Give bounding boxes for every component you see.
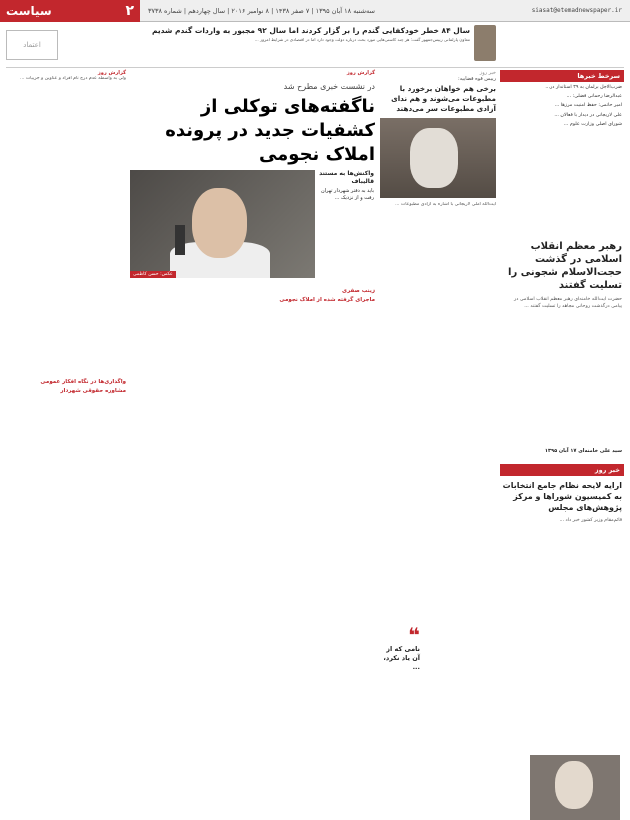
list-item[interactable]: شورای اصلی وزارت علوم ... bbox=[563, 121, 622, 127]
headlines-box-title: سرخط خبرها bbox=[500, 70, 624, 82]
main-story-columns bbox=[130, 285, 375, 820]
side-quote-body: باید به دفتر شهردار تهران رفت و از نزدیک ... bbox=[320, 188, 374, 201]
left-subhead: واگذاری‌ها در نگاه افکار عمومی bbox=[40, 379, 126, 385]
top-teaser bbox=[86, 26, 470, 66]
judiciary-headline[interactable]: برخی هم خواهان برخورد با مطبوعات می‌شوند و هم ندای آزادی مطبوعات سر می‌دهند bbox=[391, 84, 496, 113]
pull-quote-text: نامی که از آن یاد نکرد، ... bbox=[383, 645, 420, 671]
pull-quote bbox=[380, 625, 420, 672]
side-quote-title: واکنش‌ها به مستند قالیباف bbox=[319, 170, 374, 185]
list-item[interactable]: امیر حاتمی: حفظ امنیت مرزها ... bbox=[554, 103, 622, 109]
left-tag: گزارش روز bbox=[97, 70, 126, 76]
teaser-body: معاون پارلمانی رییس‌جمهور گفت: هر چند کاستی‌هایی مورد بحث درباره دولت وجود دارد اما در اقتصادی در شرایط امروز ... bbox=[254, 37, 470, 42]
story-col bbox=[130, 285, 375, 820]
newspaper-logo: اعتماد bbox=[6, 30, 58, 60]
main-photo bbox=[130, 170, 315, 278]
page-header bbox=[0, 0, 630, 22]
kicker: رییس قوه قضاییه: bbox=[458, 76, 496, 82]
story2-tag: خبر روز bbox=[500, 464, 624, 476]
main-kicker: در نشست خبری مطرح شد bbox=[283, 82, 375, 91]
highlight: ماجرای گرفته شده از املاک نجومی bbox=[279, 297, 375, 303]
bottom-photo bbox=[530, 755, 620, 820]
section-tag: خبر روز bbox=[479, 70, 496, 76]
date-line: سه‌شنبه ۱۸ آبان ۱۳۹۵ | ۷ صفر ۱۴۳۸ | ۸ نوامبر ۲۰۱۶ | سال چهاردهم | شماره ۳۷۳۸ bbox=[148, 6, 375, 15]
author: زینب صفری bbox=[342, 288, 375, 294]
divider bbox=[6, 67, 624, 68]
judiciary-photo bbox=[380, 118, 496, 198]
side-quote bbox=[318, 170, 374, 202]
teaser-photo bbox=[474, 25, 496, 61]
main-tag: گزارش روز bbox=[346, 70, 375, 76]
quote-icon: ❝ bbox=[408, 623, 420, 647]
section-banner bbox=[0, 0, 140, 22]
header-info bbox=[140, 0, 630, 22]
main-title[interactable]: ناگفته‌های توکلی از کشفیات جدید در پرونده املاک نجومی bbox=[165, 96, 375, 165]
left-body: ولی به واسطه عدم درج نام افراد و عناوین و جزییات ... bbox=[19, 76, 126, 81]
judiciary-body: آیت‌الله آملی لاریجانی با اشاره به آزادی مطبوعات ... bbox=[395, 202, 496, 207]
photo-credit: عکس: حسن کاظمی bbox=[130, 271, 176, 278]
list-item[interactable]: عبدالرضا رحمانی فضلی: ... bbox=[566, 94, 622, 100]
page-number: ۲ bbox=[125, 3, 134, 19]
leader-condolence-body: حضرت آیت‌الله خامنه‌ای رهبر معظم انقلاب اسلامی در پیامی درگذشت روحانی مجاهد را تسلیت گفتند ... bbox=[513, 297, 622, 309]
list-item[interactable]: علی لاریجانی در دیدار با فعالان ... bbox=[554, 112, 622, 118]
signature: سید علی خامنه‌ای ۱۷ آبان ۱۳۹۵ bbox=[544, 448, 622, 454]
list-item[interactable]: ضرب‌الاجل برلمان به ۳۹ استاندار در... bbox=[545, 85, 622, 90]
story2-headline[interactable]: ارایه لایحه نظام جامع انتخابات به کمیسیون شوراها و مرکز پژوهش‌های مجلس bbox=[502, 481, 622, 512]
section-email[interactable]: siasat@etemadnewspaper.ir bbox=[531, 7, 622, 14]
center-right-column bbox=[380, 70, 496, 642]
left-column bbox=[6, 70, 126, 397]
leader-condolence-headline[interactable]: رهبر معظم انقلاب اسلامی در گذشت حجت‌الاسلام شجونی را تسلیت گفتند bbox=[508, 241, 622, 291]
right-column bbox=[500, 70, 624, 717]
story2-body: قائم‌مقام وزیر کشور خبر داد ... bbox=[559, 518, 622, 523]
teaser-title: سال ۸۴ خطر خودکفایی گندم را بر گزار کردند اما سال ۹۲ مجبور به واردات گندم شدیم bbox=[151, 26, 470, 35]
section-title: سیاست bbox=[6, 4, 52, 18]
left-subhead-2: مشاوره حقوقی شهردار bbox=[60, 388, 126, 394]
headlines-list bbox=[500, 82, 624, 236]
main-story bbox=[130, 70, 375, 277]
